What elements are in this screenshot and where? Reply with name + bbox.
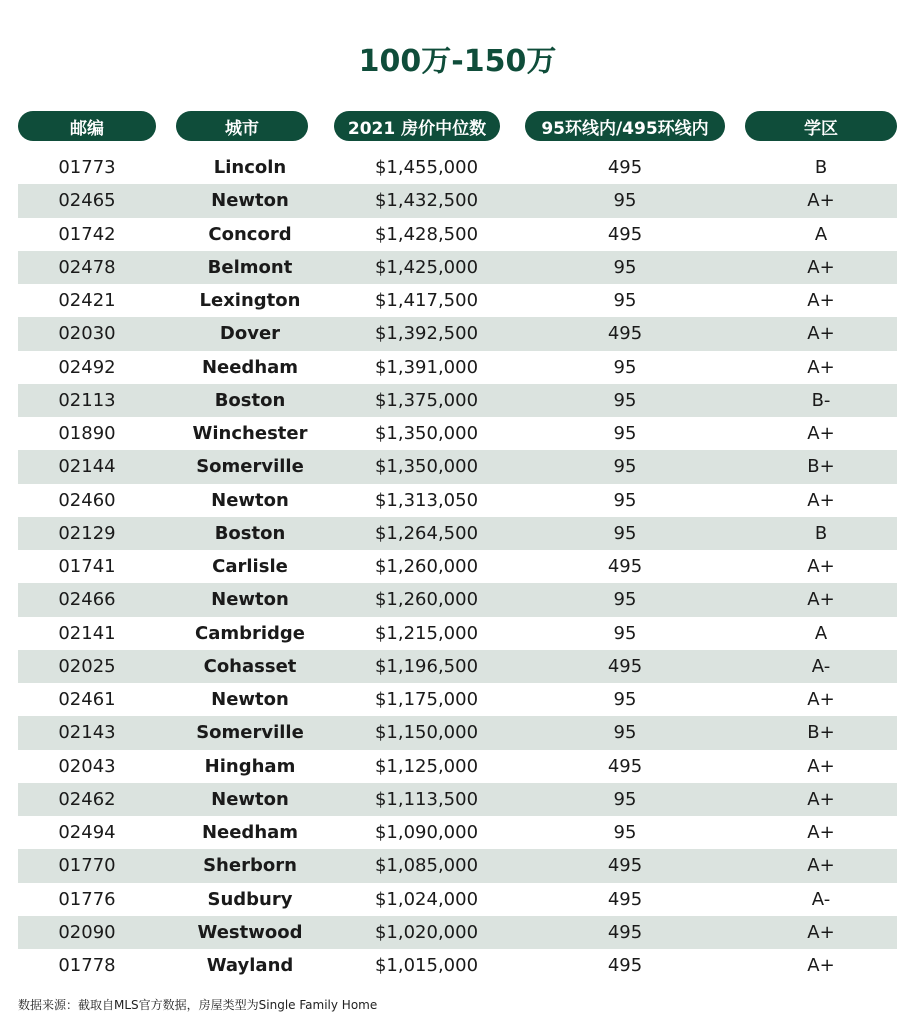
city-cell: Sherborn xyxy=(203,855,297,877)
city-cell: Winchester xyxy=(192,423,308,445)
school-cell: A+ xyxy=(807,290,835,312)
price-cell: $1,125,000 xyxy=(374,755,479,777)
table-row xyxy=(18,384,897,417)
ring-cell: 495 xyxy=(607,888,643,910)
school-cell: B- xyxy=(811,389,831,411)
school-cell: A+ xyxy=(807,423,835,445)
price-cell: $1,175,000 xyxy=(374,689,479,711)
header-school-district: 学区 xyxy=(745,111,897,141)
price-cell: $1,375,000 xyxy=(374,389,479,411)
table-row xyxy=(18,284,897,317)
ring-cell: 495 xyxy=(607,223,643,245)
school-cell: A- xyxy=(811,655,831,677)
table-row xyxy=(18,218,897,251)
price-cell: $1,264,500 xyxy=(374,522,479,544)
table-row xyxy=(18,583,897,616)
school-cell: A+ xyxy=(807,190,835,212)
price-cell: $1,260,000 xyxy=(374,556,479,578)
zip-cell: 02460 xyxy=(58,489,116,511)
price-cell: $1,015,000 xyxy=(374,955,479,977)
table-body xyxy=(18,151,897,982)
school-cell: A+ xyxy=(807,788,835,810)
school-cell: A+ xyxy=(807,921,835,943)
ring-cell: 495 xyxy=(607,755,643,777)
school-cell: A+ xyxy=(807,356,835,378)
price-cell: $1,350,000 xyxy=(374,456,479,478)
city-cell: Newton xyxy=(211,190,289,212)
zip-cell: 01773 xyxy=(58,157,116,179)
price-cell: $1,196,500 xyxy=(374,655,479,677)
city-cell: Hingham xyxy=(204,755,296,777)
price-cell: $1,392,500 xyxy=(374,323,479,345)
school-cell: B+ xyxy=(807,722,835,744)
table-row xyxy=(18,251,897,284)
table-row xyxy=(18,949,897,982)
city-cell: Somerville xyxy=(196,722,304,744)
school-cell: A+ xyxy=(807,589,835,611)
price-cell: $1,085,000 xyxy=(374,855,479,877)
zip-cell: 02421 xyxy=(58,290,116,312)
zip-cell: 01778 xyxy=(58,955,116,977)
zip-cell: 02141 xyxy=(58,622,116,644)
price-cell: $1,090,000 xyxy=(374,822,479,844)
header-city: 城市 xyxy=(176,111,308,141)
zip-cell: 01776 xyxy=(58,888,116,910)
zip-cell: 02478 xyxy=(58,256,116,278)
table-row xyxy=(18,883,897,916)
school-cell: A xyxy=(814,223,828,245)
zip-cell: 02025 xyxy=(58,655,116,677)
city-cell: Newton xyxy=(211,689,289,711)
zip-cell: 02143 xyxy=(58,722,116,744)
city-cell: Needham xyxy=(201,822,299,844)
city-cell: Carlisle xyxy=(212,556,288,578)
city-cell: Belmont xyxy=(207,256,293,278)
price-cell: $1,391,000 xyxy=(374,356,479,378)
ring-cell: 95 xyxy=(613,290,637,312)
price-cell: $1,313,050 xyxy=(374,489,479,511)
school-cell: A+ xyxy=(807,955,835,977)
table-row xyxy=(18,317,897,350)
price-cell: $1,260,000 xyxy=(374,589,479,611)
header-ring-road: 95环线内/495环线内 xyxy=(525,111,725,141)
table-row xyxy=(18,783,897,816)
city-cell: Newton xyxy=(211,489,289,511)
ring-cell: 95 xyxy=(613,356,637,378)
zip-cell: 02461 xyxy=(58,689,116,711)
table-row xyxy=(18,849,897,882)
city-cell: Dover xyxy=(219,323,281,345)
zip-cell: 02129 xyxy=(58,522,116,544)
school-cell: A+ xyxy=(807,256,835,278)
page-title: 100万-150万 xyxy=(358,44,557,79)
city-cell: Boston xyxy=(214,389,286,411)
ring-cell: 95 xyxy=(613,256,637,278)
ring-cell: 495 xyxy=(607,323,643,345)
school-cell: B+ xyxy=(807,456,835,478)
city-cell: Newton xyxy=(211,589,289,611)
table-row xyxy=(18,484,897,517)
city-cell: Cohasset xyxy=(203,655,297,677)
ring-cell: 95 xyxy=(613,489,637,511)
zip-cell: 02113 xyxy=(58,389,116,411)
table-row xyxy=(18,916,897,949)
city-cell: Lincoln xyxy=(213,157,287,179)
city-cell: Boston xyxy=(214,522,286,544)
zip-cell: 01742 xyxy=(58,223,116,245)
table-header xyxy=(0,111,915,141)
school-cell: B xyxy=(814,157,828,179)
zip-cell: 02492 xyxy=(58,356,116,378)
city-cell: Lexington xyxy=(199,290,301,312)
price-cell: $1,113,500 xyxy=(374,788,479,810)
zip-cell: 01890 xyxy=(58,423,116,445)
city-cell: Cambridge xyxy=(194,622,306,644)
city-cell: Wayland xyxy=(206,955,294,977)
school-cell: A+ xyxy=(807,489,835,511)
zip-cell: 02465 xyxy=(58,190,116,212)
header-zip: 邮编 xyxy=(18,111,156,141)
school-cell: A xyxy=(814,622,828,644)
zip-cell: 01741 xyxy=(58,556,116,578)
school-cell: A- xyxy=(811,888,831,910)
city-cell: Needham xyxy=(201,356,299,378)
city-cell: Westwood xyxy=(197,921,303,943)
price-cell: $1,350,000 xyxy=(374,423,479,445)
table-row xyxy=(18,417,897,450)
table-row xyxy=(18,351,897,384)
ring-cell: 495 xyxy=(607,921,643,943)
city-cell: Sudbury xyxy=(207,888,293,910)
city-cell: Concord xyxy=(208,223,292,245)
school-cell: B xyxy=(814,522,828,544)
table-row xyxy=(18,750,897,783)
school-cell: A+ xyxy=(807,855,835,877)
price-cell: $1,455,000 xyxy=(374,157,479,179)
ring-cell: 95 xyxy=(613,190,637,212)
ring-cell: 95 xyxy=(613,456,637,478)
ring-cell: 495 xyxy=(607,955,643,977)
ring-cell: 495 xyxy=(607,556,643,578)
table-row xyxy=(18,550,897,583)
table-row xyxy=(18,151,897,184)
ring-cell: 95 xyxy=(613,788,637,810)
price-cell: $1,432,500 xyxy=(374,190,479,212)
school-cell: A+ xyxy=(807,323,835,345)
table-row xyxy=(18,716,897,749)
ring-cell: 95 xyxy=(613,689,637,711)
zip-cell: 02043 xyxy=(58,755,116,777)
city-cell: Somerville xyxy=(196,456,304,478)
zip-cell: 02144 xyxy=(58,456,116,478)
table-row xyxy=(18,617,897,650)
school-cell: A+ xyxy=(807,822,835,844)
ring-cell: 95 xyxy=(613,589,637,611)
ring-cell: 95 xyxy=(613,722,637,744)
zip-cell: 02030 xyxy=(58,323,116,345)
table-row xyxy=(18,184,897,217)
ring-cell: 95 xyxy=(613,522,637,544)
zip-cell: 02494 xyxy=(58,822,116,844)
header-median-price: 2021 房价中位数 xyxy=(334,111,500,141)
table-row xyxy=(18,816,897,849)
price-cell: $1,020,000 xyxy=(374,921,479,943)
price-cell: $1,428,500 xyxy=(374,223,479,245)
ring-cell: 495 xyxy=(607,855,643,877)
zip-cell: 02462 xyxy=(58,788,116,810)
price-cell: $1,024,000 xyxy=(374,888,479,910)
price-cell: $1,417,500 xyxy=(374,290,479,312)
ring-cell: 495 xyxy=(607,655,643,677)
price-cell: $1,425,000 xyxy=(374,256,479,278)
ring-cell: 495 xyxy=(607,157,643,179)
school-cell: A+ xyxy=(807,556,835,578)
city-cell: Newton xyxy=(211,788,289,810)
ring-cell: 95 xyxy=(613,822,637,844)
price-cell: $1,215,000 xyxy=(374,622,479,644)
ring-cell: 95 xyxy=(613,622,637,644)
table-row xyxy=(18,517,897,550)
price-cell: $1,150,000 xyxy=(374,722,479,744)
school-cell: A+ xyxy=(807,755,835,777)
zip-cell: 02466 xyxy=(58,589,116,611)
school-cell: A+ xyxy=(807,689,835,711)
source-note: 数据来源：截取自MLS官方数据，房屋类型为Single Family Home xyxy=(18,998,378,1012)
ring-cell: 95 xyxy=(613,389,637,411)
table-row xyxy=(18,683,897,716)
zip-cell: 02090 xyxy=(58,921,116,943)
table-row xyxy=(18,650,897,683)
ring-cell: 95 xyxy=(613,423,637,445)
zip-cell: 01770 xyxy=(58,855,116,877)
table-row xyxy=(18,450,897,483)
